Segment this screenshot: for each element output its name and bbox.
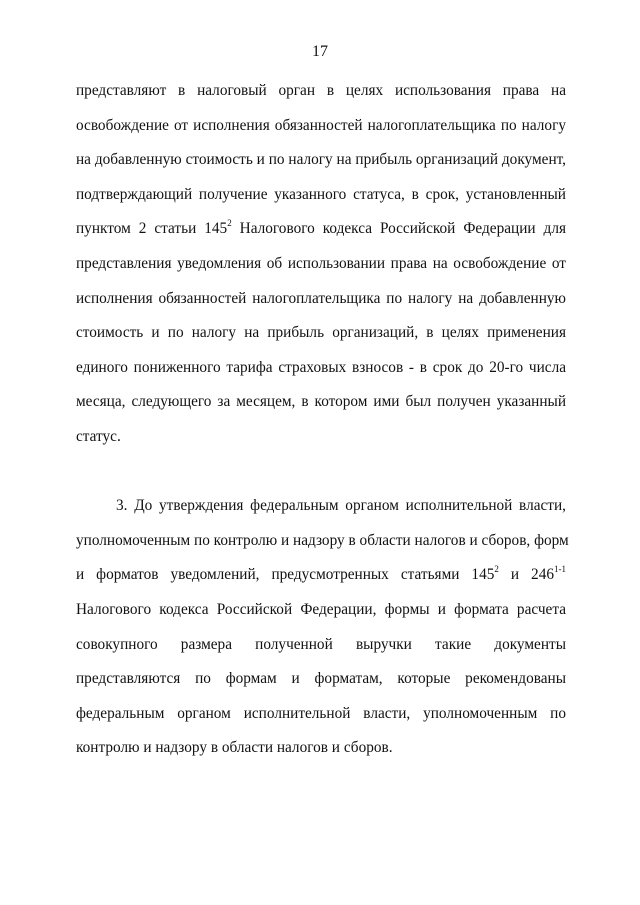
text-segment: представляются по формам и форматам, которые рекомендованы [76, 670, 566, 688]
text-line [76, 385, 566, 420]
paragraph-gap [76, 455, 566, 490]
text-segment: уполномоченным по контролю и надзору в области налогов и сборов, форм [76, 531, 569, 549]
text-line [76, 212, 566, 247]
page-number: 17 [312, 43, 328, 60]
text-line [76, 558, 566, 593]
text-line [76, 593, 566, 628]
text-line [76, 628, 566, 663]
text-segment: представления уведомления об использовании права на освобождение от [76, 254, 566, 272]
text-line [76, 247, 566, 282]
text-line [76, 420, 566, 455]
text-segment: единого пониженного тарифа страховых взносов - в срок до 20-го числа [76, 358, 566, 376]
text-line [76, 489, 566, 524]
text-segment: представляют в налоговый орган в целях использования права на [76, 82, 566, 99]
text-line [76, 109, 566, 144]
text-segment: подтверждающий получение указанного статуса, в срок, установленный [76, 185, 566, 203]
text-segment: контролю и надзору в области налогов и сборов. [76, 739, 393, 757]
text-segment: исполнения обязанностей налогоплательщика по налогу на добавленную [76, 289, 566, 307]
superscript: 1-1 [554, 564, 567, 575]
text-segment: и 246 [498, 566, 555, 584]
text-segment: Налогового кодекса Российской Федерации для [231, 220, 566, 238]
text-line [76, 316, 566, 351]
text-line [76, 697, 566, 732]
text-segment: статус. [76, 427, 121, 445]
text-segment: на добавленную стоимость и по налогу на прибыль организаций документ, [76, 151, 566, 169]
text-line [76, 282, 566, 317]
text-segment: совокупного размера полученной выручки такие документы [76, 635, 566, 653]
text-line [76, 524, 569, 559]
text-segment: и форматов уведомлений, предусмотренных статьями 145 [76, 566, 495, 584]
text-segment: Налогового кодекса Российской Федерации, формы и формата расчета [76, 600, 566, 618]
text-segment: 3. До утверждения федеральным органом исполнительной власти, [116, 497, 566, 515]
paragraph [76, 74, 566, 455]
text-segment: пунктом 2 статьи 145 [76, 220, 228, 238]
superscript: 2 [494, 564, 499, 575]
text-line [76, 74, 566, 109]
text-segment: федеральным органом исполнительной власти, уполномоченным по [76, 704, 566, 722]
text-line [76, 731, 566, 766]
superscript: 2 [227, 218, 232, 229]
text-line [76, 178, 566, 213]
text-segment: месяца, следующего за месяцем, в котором ими был получен указанный [76, 393, 566, 411]
text-line [76, 351, 566, 386]
document-body [76, 74, 569, 766]
text-segment: стоимость и по налогу на прибыль организаций, в целях применения [76, 324, 566, 342]
text-segment: освобождение от исполнения обязанностей налогоплательщика по налогу [76, 116, 566, 134]
paragraph [76, 489, 569, 766]
text-line [76, 662, 566, 697]
text-line [76, 143, 566, 178]
